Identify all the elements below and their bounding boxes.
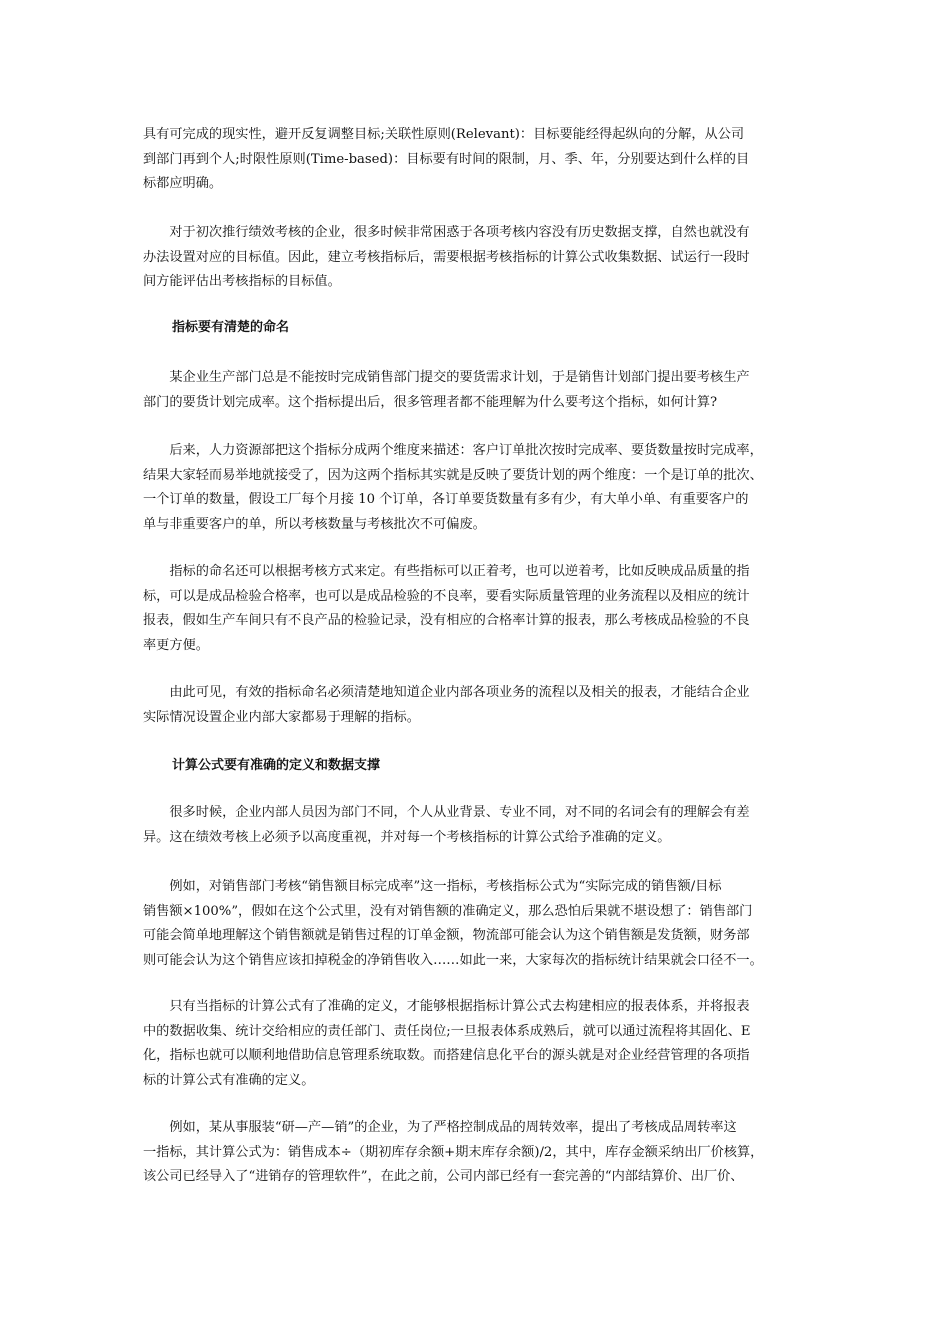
text-line: 后来，人力资源部把这个指标分成两个维度来描述：客户订单批次按时完成率、要货数量按时完成率， (143, 443, 763, 458)
text-line: 例如，某从事服装“研—产—销”的企业，为了严格控制成品的周转效率，提出了考核成品周转率这 (143, 1120, 737, 1135)
text-line: 办法设置对应的目标值。因此，建立考核指标后，需要根据考核指标的计算公式收集数据、试运行一段时 (143, 249, 750, 265)
paragraph (143, 123, 813, 197)
text-line: 部门的要货计划完成率。这个指标提出后，很多管理者都不能理解为什么要考这个指标，如何计算? (143, 394, 718, 410)
text-line: 中的数据收集、统计交给相应的责任部门、责任岗位;一旦报表体系成熟后，就可以通过流程将其固化、E (143, 1023, 751, 1039)
text-line: 可能会简单地理解这个销售额就是销售过程的订单金额，物流部可能会认为这个销售额是发货额，财务部 (143, 928, 750, 943)
paragraph (143, 801, 813, 850)
text-line: 标都应明确。 (143, 176, 223, 191)
paragraph (143, 366, 813, 415)
text-line: 很多时候，企业内部人员因为部门不同，个人从业背景、专业不同，对不同的名词会有的理解会有差 (143, 805, 750, 820)
text-line: 则可能会认为这个销售应该扣掉税金的净销售收入……如此一来，大家每次的指标统计结果就会口径不一。 (143, 952, 763, 968)
text-line: 一指标，其计算公式为：销售成本÷（期初库存余额+期末库存余额)/2，其中，库存金额采纳出厂价核算， (143, 1144, 764, 1160)
text-line: 化，指标也就可以顺利地借助信息管理系统取数。而搭建信息化平台的源头就是对企业经营管理的各项指 (143, 1048, 750, 1063)
text-line: 率更方便。 (143, 637, 209, 653)
text-line: 间方能评估出考核指标的目标值。 (143, 274, 341, 289)
text-line: 异。这在绩效考核上必须予以高度重视，并对每一个考核指标的计算公式给予准确的定义。 (143, 829, 671, 845)
text-line: 一个订单的数量，假设工厂每个月接 10 个订单，各订单要货数量有多有少，有大单小单、有重要客户的 (143, 492, 749, 507)
text-line: 某企业生产部门总是不能按时完成销售部门提交的要货需求计划，于是销售计划部门提出要考核生产 (143, 370, 750, 385)
text-line: 具有可完成的现实性，避开反复调整目标;关联性原则(Relevant)：目标要能经得起纵向的分解，从公司 (143, 127, 745, 142)
text-line: 标，可以是成品检验合格率，也可以是成品检验的不良率，要看实际质量管理的业务流程以及相应的统计 (143, 588, 750, 604)
paragraph (143, 875, 813, 973)
text-line: 例如，对销售部门考核“销售额目标完成率”这一指标，考核指标公式为“实际完成的销售额/目标 (143, 879, 722, 894)
text-line: 指标的命名还可以根据考核方式来定。有些指标可以正着考，也可以逆着考，比如反映成品质量的指 (143, 564, 750, 579)
text-line: 单与非重要客户的单，所以考核数量与考核批次不可偏废。 (143, 516, 486, 532)
text-line: 只有当指标的计算公式有了准确的定义，才能够根据指标计算公式去构建相应的报表体系，并将报表 (143, 999, 750, 1014)
text-line: 标的计算公式有准确的定义。 (143, 1072, 315, 1088)
paragraph (143, 995, 813, 1093)
text-line: 到部门再到个人;时限性原则(Time-based)：目标要有时间的限制，月、季、年，分别要达到什么样的目 (143, 151, 750, 167)
text-line: 销售额×100%”，假如在这个公式里，没有对销售额的准确定义，那么恐怕后果就不堪设想了：销售部门 (143, 903, 753, 919)
paragraph (143, 1116, 813, 1190)
text-line: 对于初次推行绩效考核的企业，很多时候非常困惑于各项考核内容没有历史数据支撑，自然也就没有 (143, 225, 750, 240)
paragraph (143, 560, 813, 658)
text-line: 由此可见，有效的指标命名必须清楚地知道企业内部各项业务的流程以及相关的报表，才能结合企业 (143, 685, 750, 700)
text-line: 该公司已经导入了“进销存的管理软件”，在此之前，公司内部已经有一套完善的“内部结算价、出厂价、 (143, 1169, 744, 1184)
text-line: 结果大家轻而易举地就接受了，因为这两个指标其实就是反映了要货计划的两个维度：一个是订单的批次、 (143, 467, 763, 483)
section-heading: 指标要有清楚的命名 (172, 320, 290, 335)
section-heading: 计算公式要有准确的定义和数据支撑 (172, 758, 381, 773)
paragraph (143, 221, 813, 295)
paragraph (143, 681, 813, 730)
text-line: 实际情况设置企业内部大家都易于理解的指标。 (143, 709, 420, 725)
text-line: 报表，假如生产车间只有不良产品的检验记录，没有相应的合格率计算的报表，那么考核成品检验的不良 (143, 613, 750, 628)
paragraph (143, 439, 813, 537)
